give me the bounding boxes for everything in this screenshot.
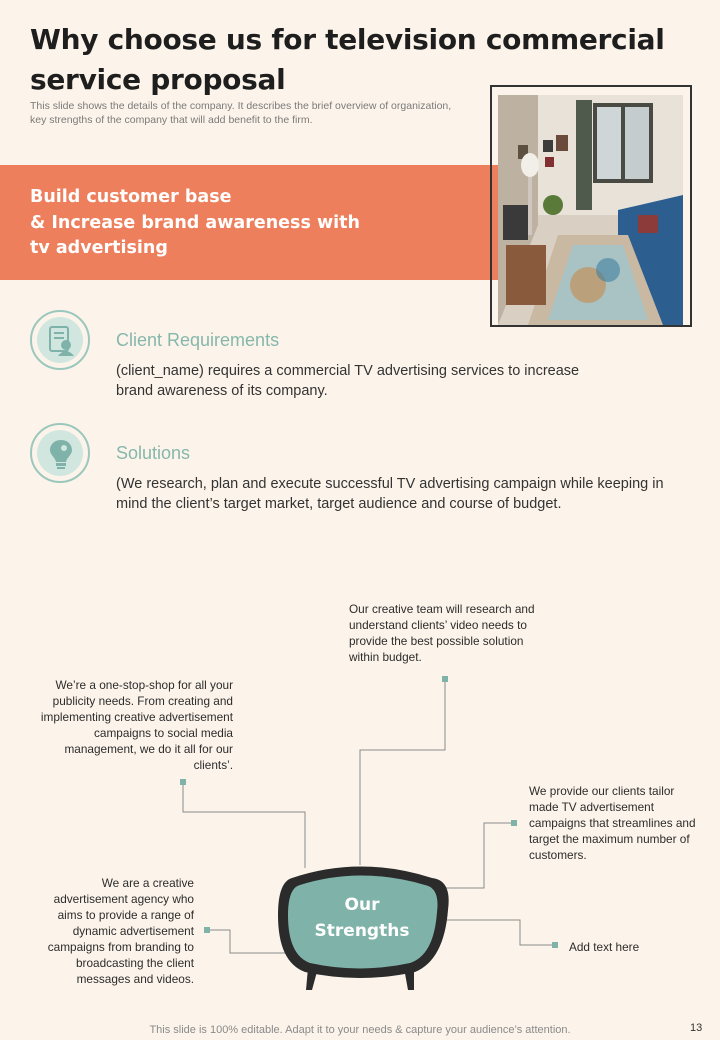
footer-text: This slide is 100% editable. Adapt it to your needs & capture your audience’s attention. [149,1024,571,1036]
strength-note-left-bottom: We are a creative advertisement agency who aims to provide a range of dynamic advertisement campaigns from branding to broadcasting the client messages and videos. [47,876,194,986]
strength-note-right: We provide our clients tailor made TV advertisement campaigns that streamlines and target the maximum number of customers. [529,784,696,862]
client-requirements-heading: Client Requirements [116,330,280,350]
strength-note-left-top: We’re a one-stop-shop for all your publicity needs. From creating and implementing creative advertisement campaigns to social media management, we do it all for our clients’. [40,678,233,772]
solutions-heading: Solutions [116,443,191,463]
page-number: 13 [690,1022,703,1034]
page-title: Why choose us for television commercial service proposal [30,23,665,96]
strengths-line-1: Our [344,895,380,915]
solutions-body: (We research, plan and execute successful TV advertising campaign while keeping in mind the client’s target market, target audience and course of budget. [116,476,664,512]
banner-line-1: Build customer base [30,187,232,207]
strength-note-right-bottom: Add text here [569,940,640,954]
page-subtitle: This slide shows the details of the company. It describes the brief overview of organization, key strengths of the company that will add benefit to the firm. [30,100,452,126]
strengths-line-2: Strengths [314,921,410,941]
our-strengths-label [300,892,424,944]
strength-note-top: Our creative team will research and understand clients’ video needs to provide the best possible solution within budget. [349,602,535,664]
banner-line-3: tv advertising [30,238,168,258]
client-requirements-body: (client_name) requires a commercial TV advertising services to increase brand awareness of its company. [116,363,580,399]
banner-line-2: & Increase brand awareness with [30,212,360,233]
